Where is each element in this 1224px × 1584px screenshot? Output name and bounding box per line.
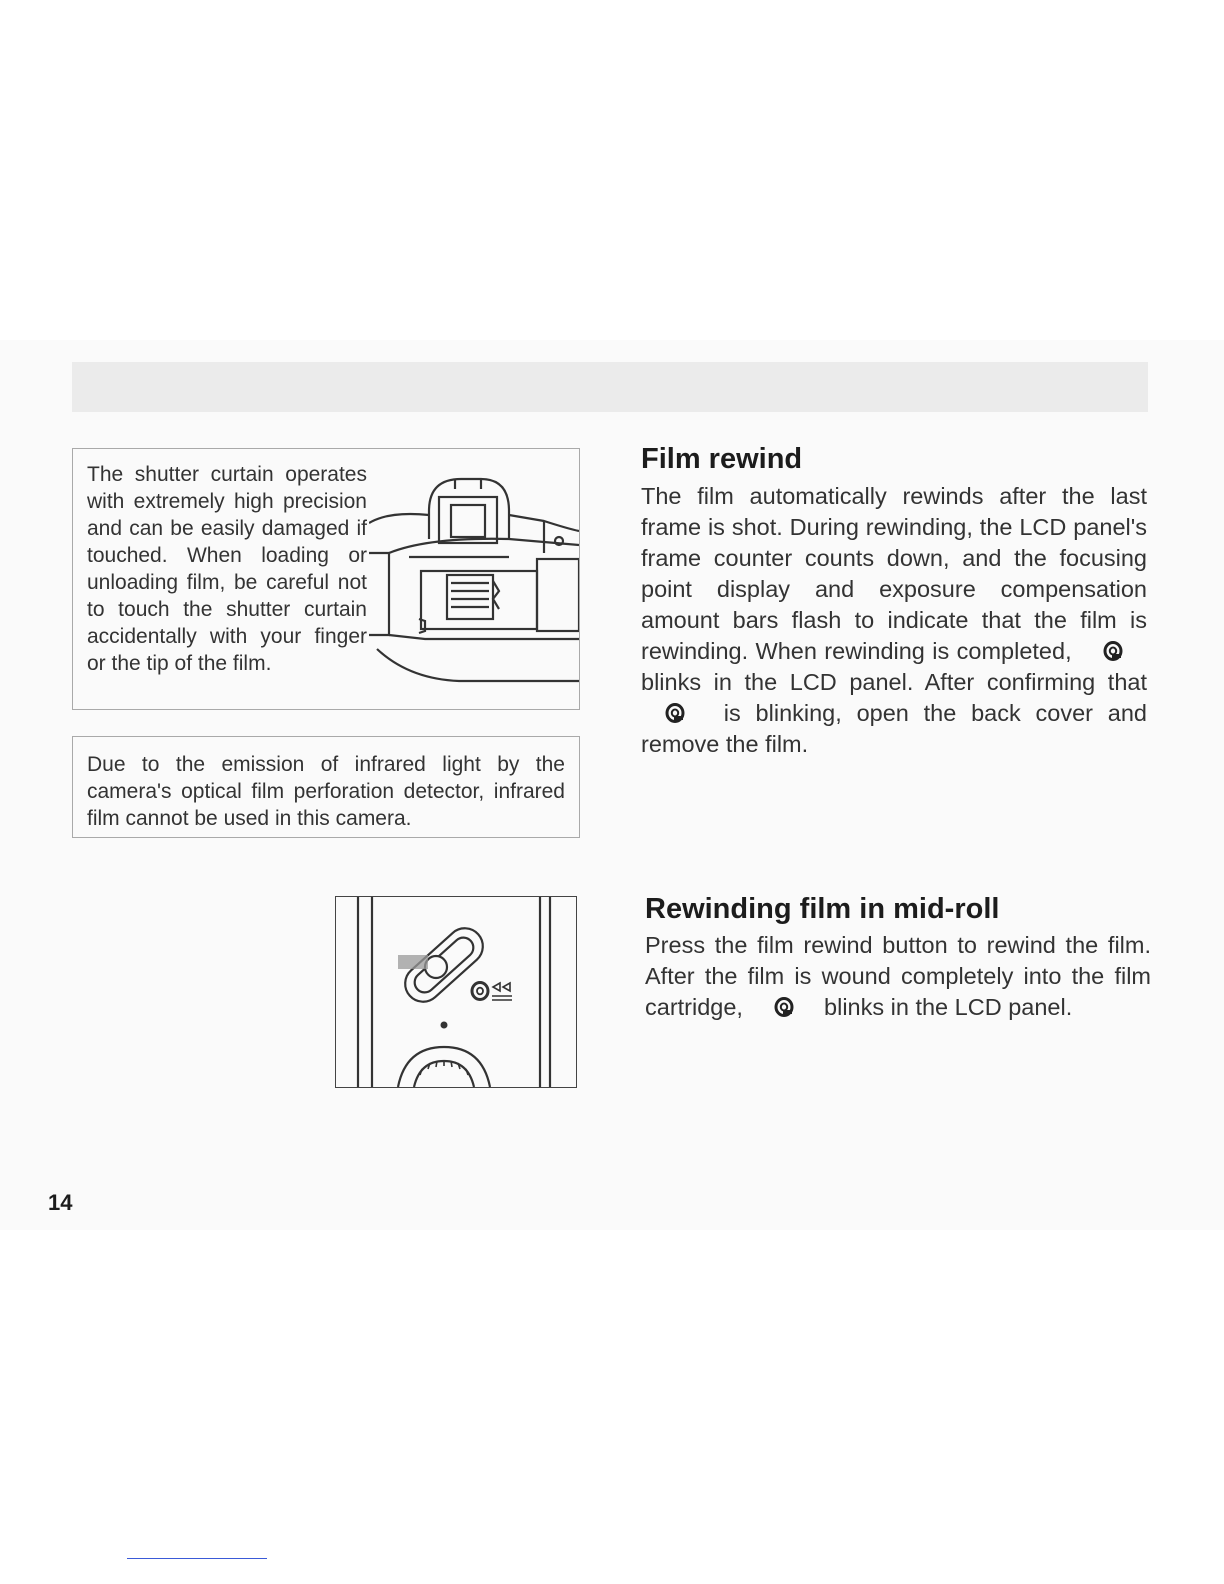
film-rewind-text-1: The film automatically rewinds after the last frame is shot. During rewinding, the LCD panel's frame counter counts down, and the focusing point display and exposure compensation amount bars flash to indicate that the film is rewinding. When rewinding is completed, — [641, 483, 1147, 664]
mid-roll-text-2: blinks in the LCD panel. — [824, 994, 1073, 1020]
film-cartridge-icon — [665, 702, 685, 724]
mid-roll-title: Rewinding film in mid-roll — [645, 893, 1000, 925]
shutter-caution-note — [72, 448, 580, 710]
film-rewind-title: Film rewind — [641, 443, 803, 475]
bottom-rule — [127, 1558, 267, 1559]
film-rewind-button-icon — [336, 897, 576, 1087]
film-cartridge-icon — [1103, 640, 1123, 662]
rewind-button-illustration — [335, 896, 577, 1088]
header-band — [72, 362, 1148, 412]
shutter-caution-text: The shutter curtain operates with extremely high precision and can be easily damaged if touched. When loading or unloading film, be careful not to touch the shutter curtain accidentally with your finger or the tip of the film. — [87, 463, 367, 675]
film-cartridge-icon — [774, 996, 794, 1018]
camera-back-illustration-icon — [369, 471, 579, 701]
infrared-caution-note — [72, 736, 580, 838]
mid-roll-body — [645, 930, 1151, 1023]
mid-roll-text-1: Press the film rewind button to rewind the film. After the film is wound completely into the film cartridge, — [645, 932, 1151, 1020]
film-rewind-text-2: blinks in the LCD panel. After confirming that — [641, 669, 1147, 695]
page-number: 14 — [48, 1190, 73, 1215]
infrared-caution-text: Due to the emission of infrared light by the camera's optical film perforation detector, infrared film cannot be used in this camera. — [87, 753, 565, 830]
film-rewind-body — [641, 481, 1147, 760]
film-rewind-text-3: is blinking, open the back cover and remove the film. — [641, 700, 1148, 757]
